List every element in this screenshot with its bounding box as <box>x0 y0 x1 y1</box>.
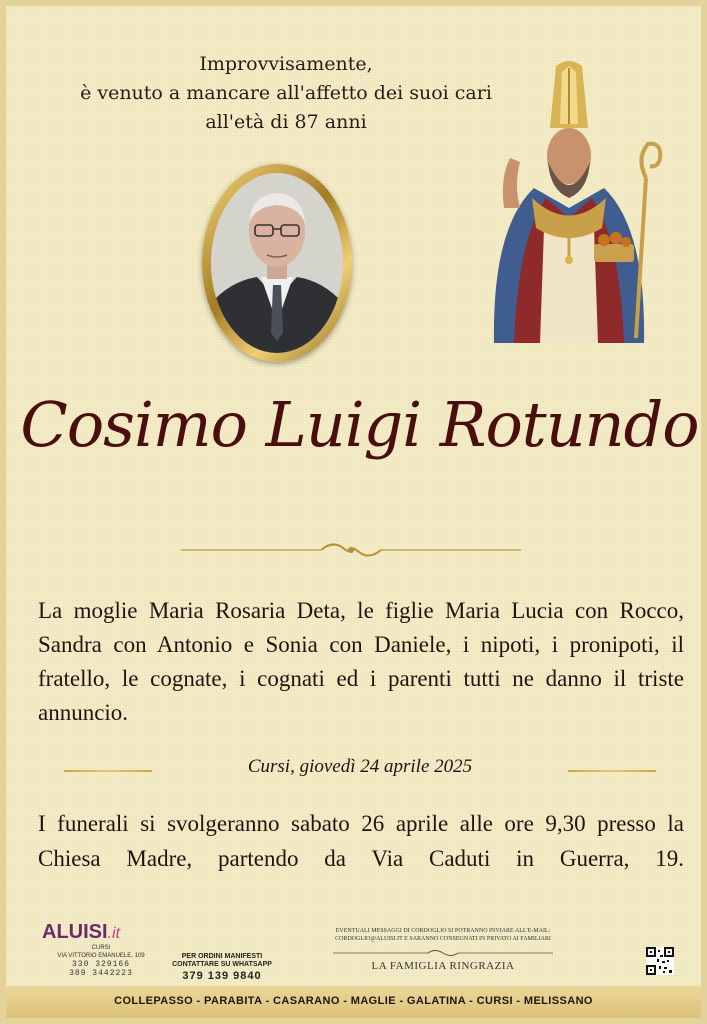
condolence-line-1: EVENTUALI MESSAGGI DI CORDOGLIO SI POTRANNO INVIARE ALL'E-MAIL: <box>335 928 551 934</box>
funeral-details: I funerali si svolgeranno sabato 26 aprile alle ore 9,30 presso la Chiesa Madre, partendo da Via Caduti in Guerra, 19. <box>38 811 684 871</box>
orders-info <box>164 953 280 980</box>
ornament-divider-icon <box>181 536 521 562</box>
small-ornament-icon <box>333 948 553 958</box>
agency-address: VIA VITTORIO EMANUELE, 109 <box>57 953 145 959</box>
locations-list: COLLEPASSO - PARABITA - CASARANO - MAGLIE - GALATINA - CURSI - MELISSANO <box>114 995 593 1007</box>
deceased-name: Cosimo Luigi Rotundo <box>20 388 699 461</box>
condolence-line-2: CORDOGLIO@ALUISI.IT E SARANNO CONSEGNATI IN PRIVATO AI FAMILIARI <box>335 936 551 942</box>
intro-line-3: all'età di 87 anni <box>205 111 367 133</box>
intro-text <box>46 50 526 137</box>
agency-logo-block <box>42 921 160 978</box>
family-thanks: LA FAMIGLIA RINGRAZIA <box>371 960 515 972</box>
agency-city: CURSI <box>91 945 111 951</box>
locations-band <box>6 986 701 1018</box>
saint-statue-image <box>474 58 664 348</box>
agency-phone-2: 389 3442223 <box>69 969 133 978</box>
right-divider <box>568 770 656 772</box>
agency-logo <box>42 921 160 944</box>
announcement-text: La moglie Maria Rosaria Deta, le figlie Maria Lucia con Rocco, Sandra con Antonio e Sonia con Daniele, i nipoti, i pronipoti, il fratello, le cognate, i cognati ed i parenti tutti ne danno il triste annuncio. <box>38 598 684 725</box>
date-row <box>64 754 656 784</box>
intro-line-1: Improvvisamente, <box>199 53 373 75</box>
orders-number: 379 139 9840 <box>182 970 262 982</box>
portrait-frame <box>202 164 352 362</box>
orders-line-2: CONTATTARE SU WHATSAPP <box>172 961 272 968</box>
orders-line-1: PER ORDINI MANIFESTI <box>181 953 263 960</box>
intro-line-2: è venuto a mancare all'affetto dei suoi cari <box>80 82 492 104</box>
agency-phone-1: 330 329166 <box>71 960 130 969</box>
portrait-photo <box>211 173 343 353</box>
qr-code-icon[interactable] <box>646 947 674 975</box>
date-place: Cursi, giovedì 24 aprile 2025 <box>247 756 473 777</box>
logo-suffix: .it <box>107 925 121 942</box>
footer <box>42 921 682 987</box>
logo-main: ALUISI <box>42 921 108 943</box>
condolence-info <box>304 927 582 970</box>
